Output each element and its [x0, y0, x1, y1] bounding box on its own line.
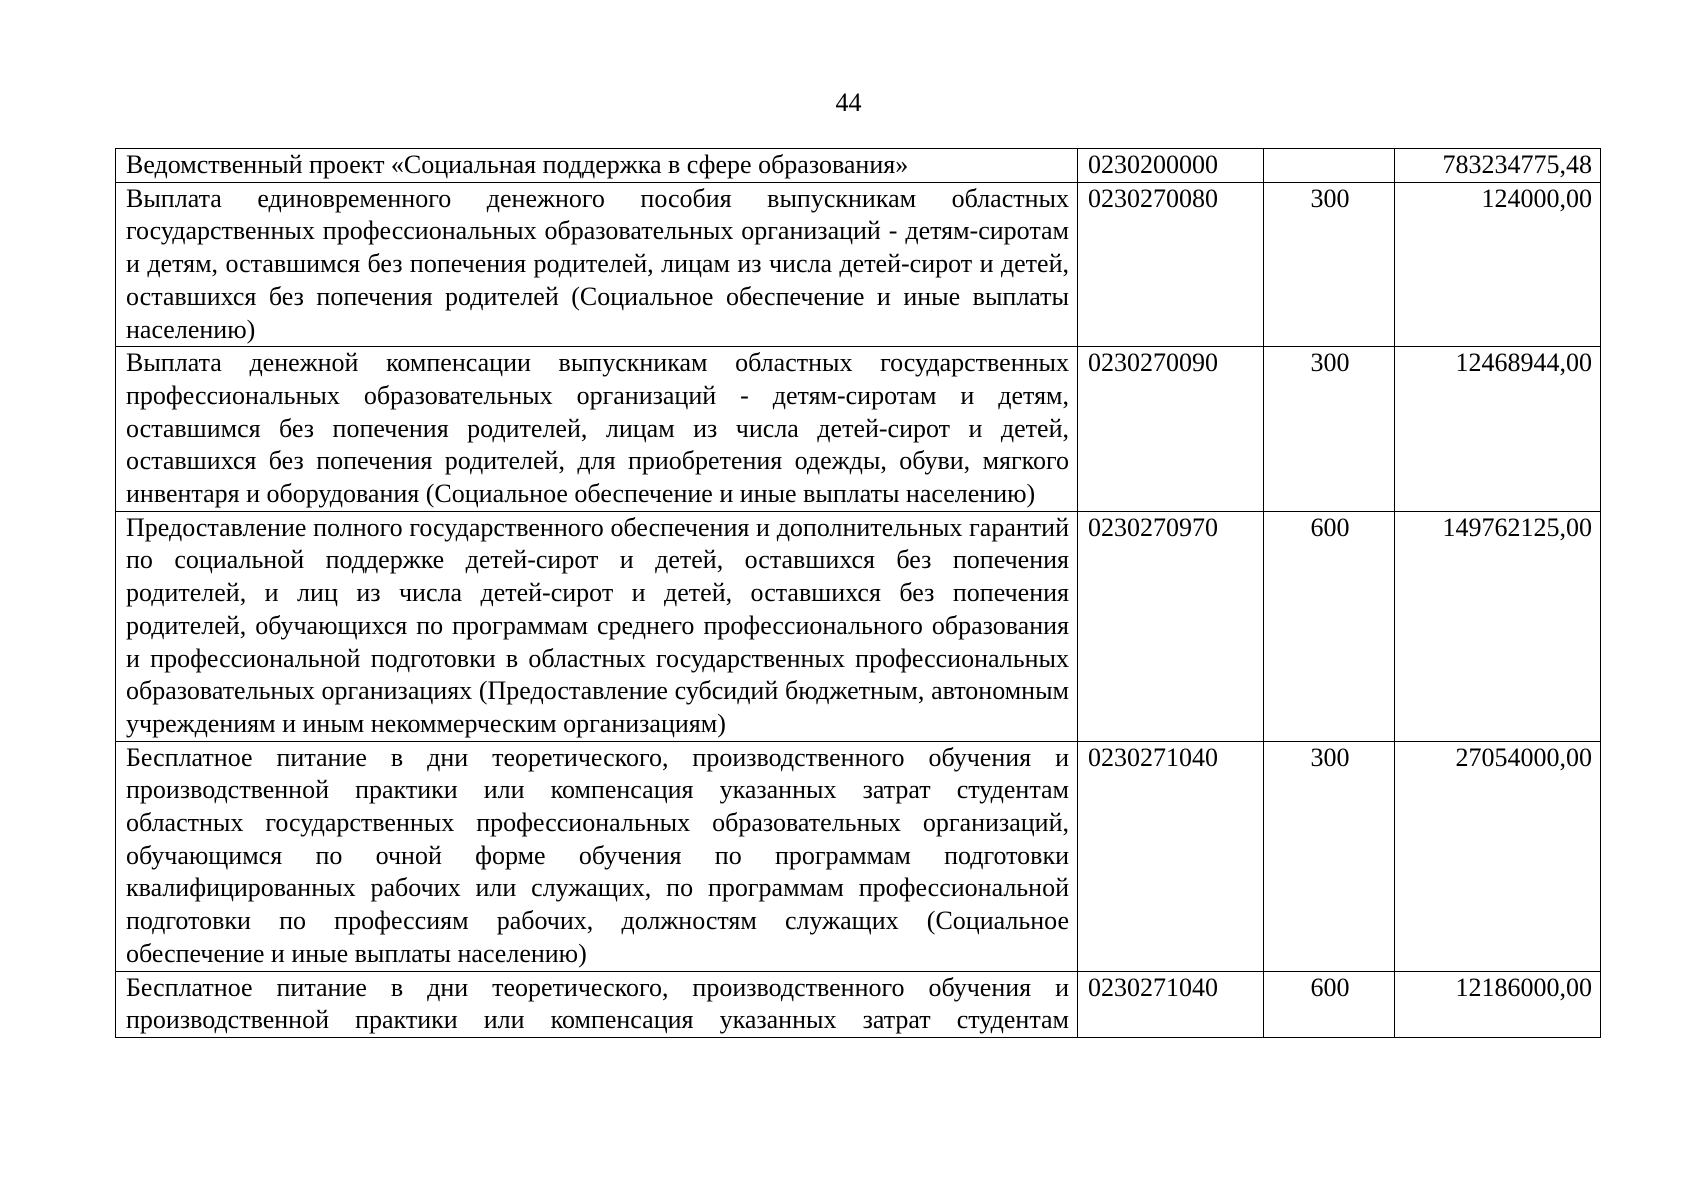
table-row	[116, 741, 1601, 971]
row-type-cell: 300	[1264, 182, 1395, 347]
table-row	[116, 149, 1601, 183]
row-code-cell: 0230271040	[1078, 971, 1264, 1037]
page-number: 44	[835, 88, 862, 117]
row-name-cell: Бесплатное питание в дни теоретического, производственного обучения и производственной практики или компенсация указанных затрат студентам областных государственных профессиональных образовательных организаций, обучающимся по очной форме обучения по программам подготовки квалифицированных рабочих или служащих, по программам профессиональной подготовки по профессиям рабочих, должностям служащих (Социальное обеспечение и иные выплаты населению)	[116, 741, 1078, 971]
row-sum-cell: 783234775,48	[1395, 149, 1601, 183]
row-name-cell: Ведомственный проект «Социальная поддержка в сфере образования»	[116, 149, 1078, 183]
row-sum-cell: 12468944,00	[1395, 347, 1601, 512]
table-row	[116, 511, 1601, 741]
row-type-cell: 600	[1264, 971, 1395, 1037]
row-type-cell: 300	[1264, 347, 1395, 512]
row-name-text: Бесплатное питание в дни теоретического, производственного обучения и производственной практики или компенсация указанных затрат студентам	[126, 972, 1069, 1035]
row-name-cell: Предоставление полного государственного обеспечения и дополнительных гарантий по социальной поддержке детей-сирот и детей, оставшихся без попечения родителей, и лиц из числа детей-сирот и детей, оставшихся без попечения родителей, обучающихся по программам среднего профессионального образования и профессиональной подготовки в областных государственных профессиональных образовательных организациях (Предоставление субсидий бюджетным, автономным учреждениям и иным некоммерческим организациям)	[116, 511, 1078, 741]
row-sum-cell: 124000,00	[1395, 182, 1601, 347]
budget-table	[115, 148, 1601, 1038]
row-name-cell: Выплата денежной компенсации выпускникам областных государственных профессиональных образовательных организаций - детям-сиротам и детям, оставшимся без попечения родителей, лицам из числа детей-сирот и детей, оставшихся без попечения родителей, для приобретения одежды, обуви, мягкого инвентаря и оборудования (Социальное обеспечение и иные выплаты населению)	[116, 347, 1078, 512]
row-code-cell: 0230271040	[1078, 741, 1264, 971]
row-type-cell	[1264, 149, 1395, 183]
row-sum-cell: 149762125,00	[1395, 511, 1601, 741]
table-row	[116, 971, 1601, 1037]
row-code-cell: 0230270090	[1078, 347, 1264, 512]
row-code-cell: 0230200000	[1078, 149, 1264, 183]
row-sum-cell: 27054000,00	[1395, 741, 1601, 971]
row-code-cell: 0230270080	[1078, 182, 1264, 347]
row-code-cell: 0230270970	[1078, 511, 1264, 741]
row-name-cell	[116, 971, 1078, 1037]
table-row	[116, 182, 1601, 347]
row-type-cell: 300	[1264, 741, 1395, 971]
row-type-cell: 600	[1264, 511, 1395, 741]
row-sum-cell: 12186000,00	[1395, 971, 1601, 1037]
table-row	[116, 347, 1601, 512]
row-name-cell: Выплата единовременного денежного пособия выпускникам областных государственных профессиональных образовательных организаций - детям-сиротам и детям, оставшимся без попечения родителей, лицам из числа детей-сирот и детей, оставшихся без попечения родителей (Социальное обеспечение и иные выплаты населению)	[116, 182, 1078, 347]
